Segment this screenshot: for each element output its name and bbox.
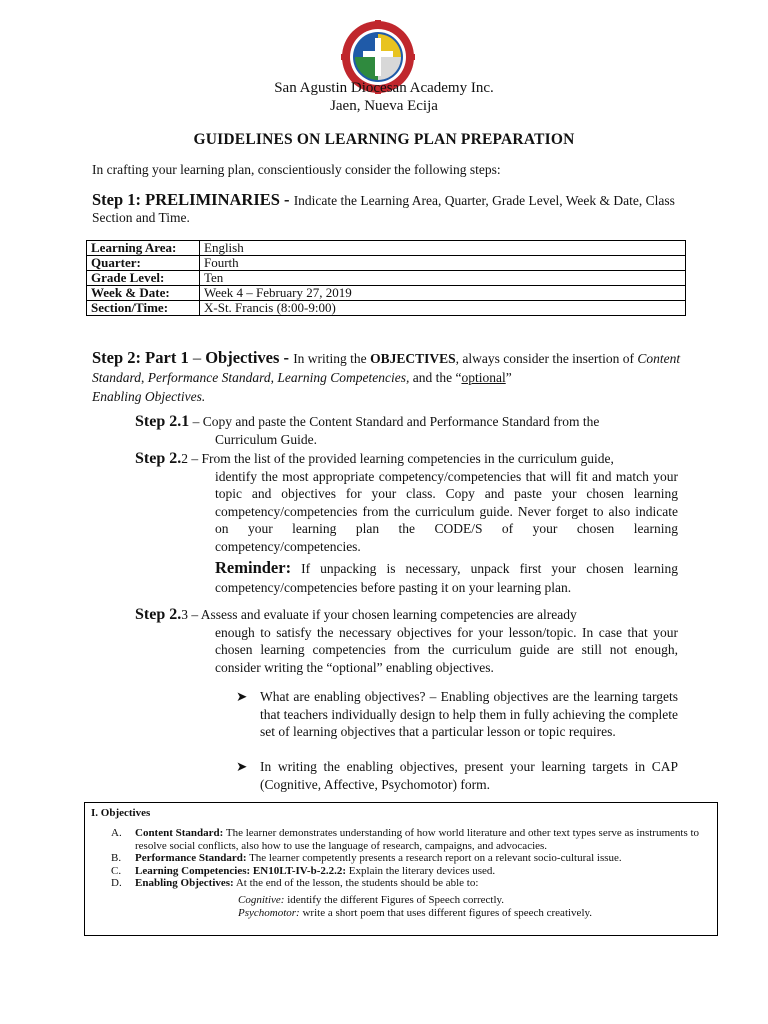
step2-close-quote: ” xyxy=(505,370,512,385)
reminder-text: If unpacking is necessary, unpack first your chosen learning competency/competencies before pasting it on your learning plan. xyxy=(215,561,678,595)
step2-and-the: and the “ xyxy=(409,370,462,385)
psychomotor-line xyxy=(238,907,592,920)
step2-optional: optional xyxy=(461,370,506,385)
step2-paragraph xyxy=(92,348,692,406)
objective-text: Explain the literary devices used. xyxy=(346,864,496,877)
arrow-bullet-icon: ➤ xyxy=(236,689,248,704)
step23-label: Step 2. xyxy=(135,606,182,623)
info-value: Week 4 – February 27, 2019 xyxy=(200,286,686,301)
info-table-row xyxy=(87,301,686,316)
psychomotor-text: write a short poem that uses different figures of speech creatively. xyxy=(299,907,593,919)
step23-text2: enough to satisfy the necessary objectives for your lesson/topic. In case that your chosen learning competencies from the curriculum guide are still not enough, consider writing the “optional” enabling objectives. xyxy=(215,624,678,675)
info-value: Fourth xyxy=(200,256,686,271)
objective-text: The learner demonstrates understanding of how world literature and other text types serve as instruments to resolve social conflicts, also how to use the language of research, campaigns, and advocacies. xyxy=(135,827,700,852)
step21-label: Step 2.1 xyxy=(135,413,190,430)
objective-marker: D. xyxy=(111,877,122,889)
bullet-text: In writing the enabling objectives, present your learning targets in CAP (Cognitive, Affective, Psychomotor) form. xyxy=(260,759,678,792)
step2-enabling: Enabling Objectives xyxy=(92,389,202,404)
step1-label: Step 1: PRELIMINARIES - xyxy=(92,190,294,209)
objective-item xyxy=(111,827,715,852)
step23-label-small: 3 – xyxy=(181,607,201,622)
step21-paragraph xyxy=(135,413,678,448)
objective-item xyxy=(111,864,715,878)
step22-label: Step 2. xyxy=(135,450,182,467)
info-key: Grade Level: xyxy=(87,271,200,286)
objectives-heading: I. Objectives xyxy=(91,807,151,819)
step21-text: – Copy and paste the Content Standard and Performance Standard from the xyxy=(189,414,600,429)
step2-performance-standard: Performance Standard xyxy=(147,370,271,385)
bullet-item xyxy=(236,758,678,793)
reminder-label: Reminder: xyxy=(215,558,292,577)
info-value: Ten xyxy=(200,271,686,286)
info-key: Learning Area: xyxy=(87,241,200,256)
info-table-row xyxy=(87,286,686,301)
cognitive-label: Cognitive: xyxy=(238,894,285,906)
objective-label: Enabling Objectives: xyxy=(135,877,234,889)
objective-item xyxy=(111,852,715,865)
bullet-text: What are enabling objectives? – Enabling objectives are the learning targets that teachers individually design to help them in fully achieving the complete set of learning objectives that a particular lesson or topic requires. xyxy=(260,689,678,739)
school-name: San Agustin Diocesan Academy Inc. xyxy=(274,80,494,96)
info-table xyxy=(86,240,686,316)
step2-text-a: In writing the xyxy=(293,351,371,366)
objective-marker: C. xyxy=(111,864,122,877)
step1-text: Indicate the Learning Area, Quarter, Grade Level, Week & Date, Class Section and Time. xyxy=(92,193,675,225)
info-table-row xyxy=(87,256,686,271)
objective-text: The learner competently presents a research report on a relevant socio-cultural issue. xyxy=(246,852,622,864)
step22-text2: identify the most appropriate competency/competencies that will fit and match your topic and objectives for your class. Copy and paste your chosen learning competency/competencies from the curriculum guide. Never forget to also indicate on your learning plan the CODE/S of your chosen learning competency/competencies. xyxy=(215,468,678,554)
objective-label: Learning Competencies: EN10LT-IV-b-2.2.2: xyxy=(135,864,347,877)
objective-marker: B. xyxy=(111,852,122,864)
step2-label-a: Step 2: Part 1 xyxy=(92,348,189,367)
bullet-item xyxy=(236,688,678,741)
info-value: English xyxy=(200,241,686,256)
step2-label-b: Objectives - xyxy=(205,348,294,367)
step21-text2: Curriculum Guide. xyxy=(215,431,317,447)
step1-paragraph xyxy=(92,191,682,226)
arrow-bullet-icon: ➤ xyxy=(236,759,248,774)
school-header xyxy=(0,79,768,115)
info-table-row xyxy=(87,241,686,256)
school-location: Jaen, Nueva Ecija xyxy=(330,98,438,114)
info-key: Quarter: xyxy=(87,256,200,271)
psychomotor-label: Psychomotor: xyxy=(238,907,300,919)
reminder-paragraph xyxy=(215,558,678,597)
intro-text: In crafting your learning plan, conscientiously consider the following steps: xyxy=(92,162,501,177)
info-value: X-St. Francis (8:00-9:00) xyxy=(200,301,686,316)
step2-objectives-word: OBJECTIVES xyxy=(370,351,456,366)
step2-period: . xyxy=(201,389,206,404)
step2-content-standard: Content Standard xyxy=(92,351,681,385)
step2-learning-competencies: Learning Competencies, xyxy=(277,370,410,385)
step2-comma2: , xyxy=(270,370,278,385)
objectives-box xyxy=(84,802,718,936)
objective-marker: A. xyxy=(111,827,122,839)
info-key: Week & Date: xyxy=(87,286,200,301)
cognitive-line xyxy=(238,894,504,907)
step22-label-small: 2 – xyxy=(181,451,202,466)
step23-text: Assess and evaluate if your chosen learning competencies are already xyxy=(200,607,577,622)
step23-paragraph xyxy=(135,606,678,676)
objective-text: At the end of the lesson, the students should be able to: xyxy=(233,877,479,889)
objective-label: Performance Standard: xyxy=(135,852,247,864)
step22-text: From the list of the provided learning competencies in the curriculum guide, xyxy=(201,451,614,466)
objectives-list xyxy=(111,827,715,890)
step2-comma1: , xyxy=(141,370,148,385)
objective-label: Content Standard: xyxy=(135,827,224,839)
info-table-row xyxy=(87,271,686,286)
step2-dash: – xyxy=(188,348,206,367)
step22-paragraph xyxy=(135,450,678,555)
info-key: Section/Time: xyxy=(87,301,200,316)
objective-item xyxy=(111,877,715,890)
cognitive-text: identify the different Figures of Speech correctly. xyxy=(284,894,505,906)
step2-text-b: , always consider the insertion of xyxy=(455,351,638,366)
page-title: GUIDELINES ON LEARNING PLAN PREPARATION xyxy=(193,131,575,148)
